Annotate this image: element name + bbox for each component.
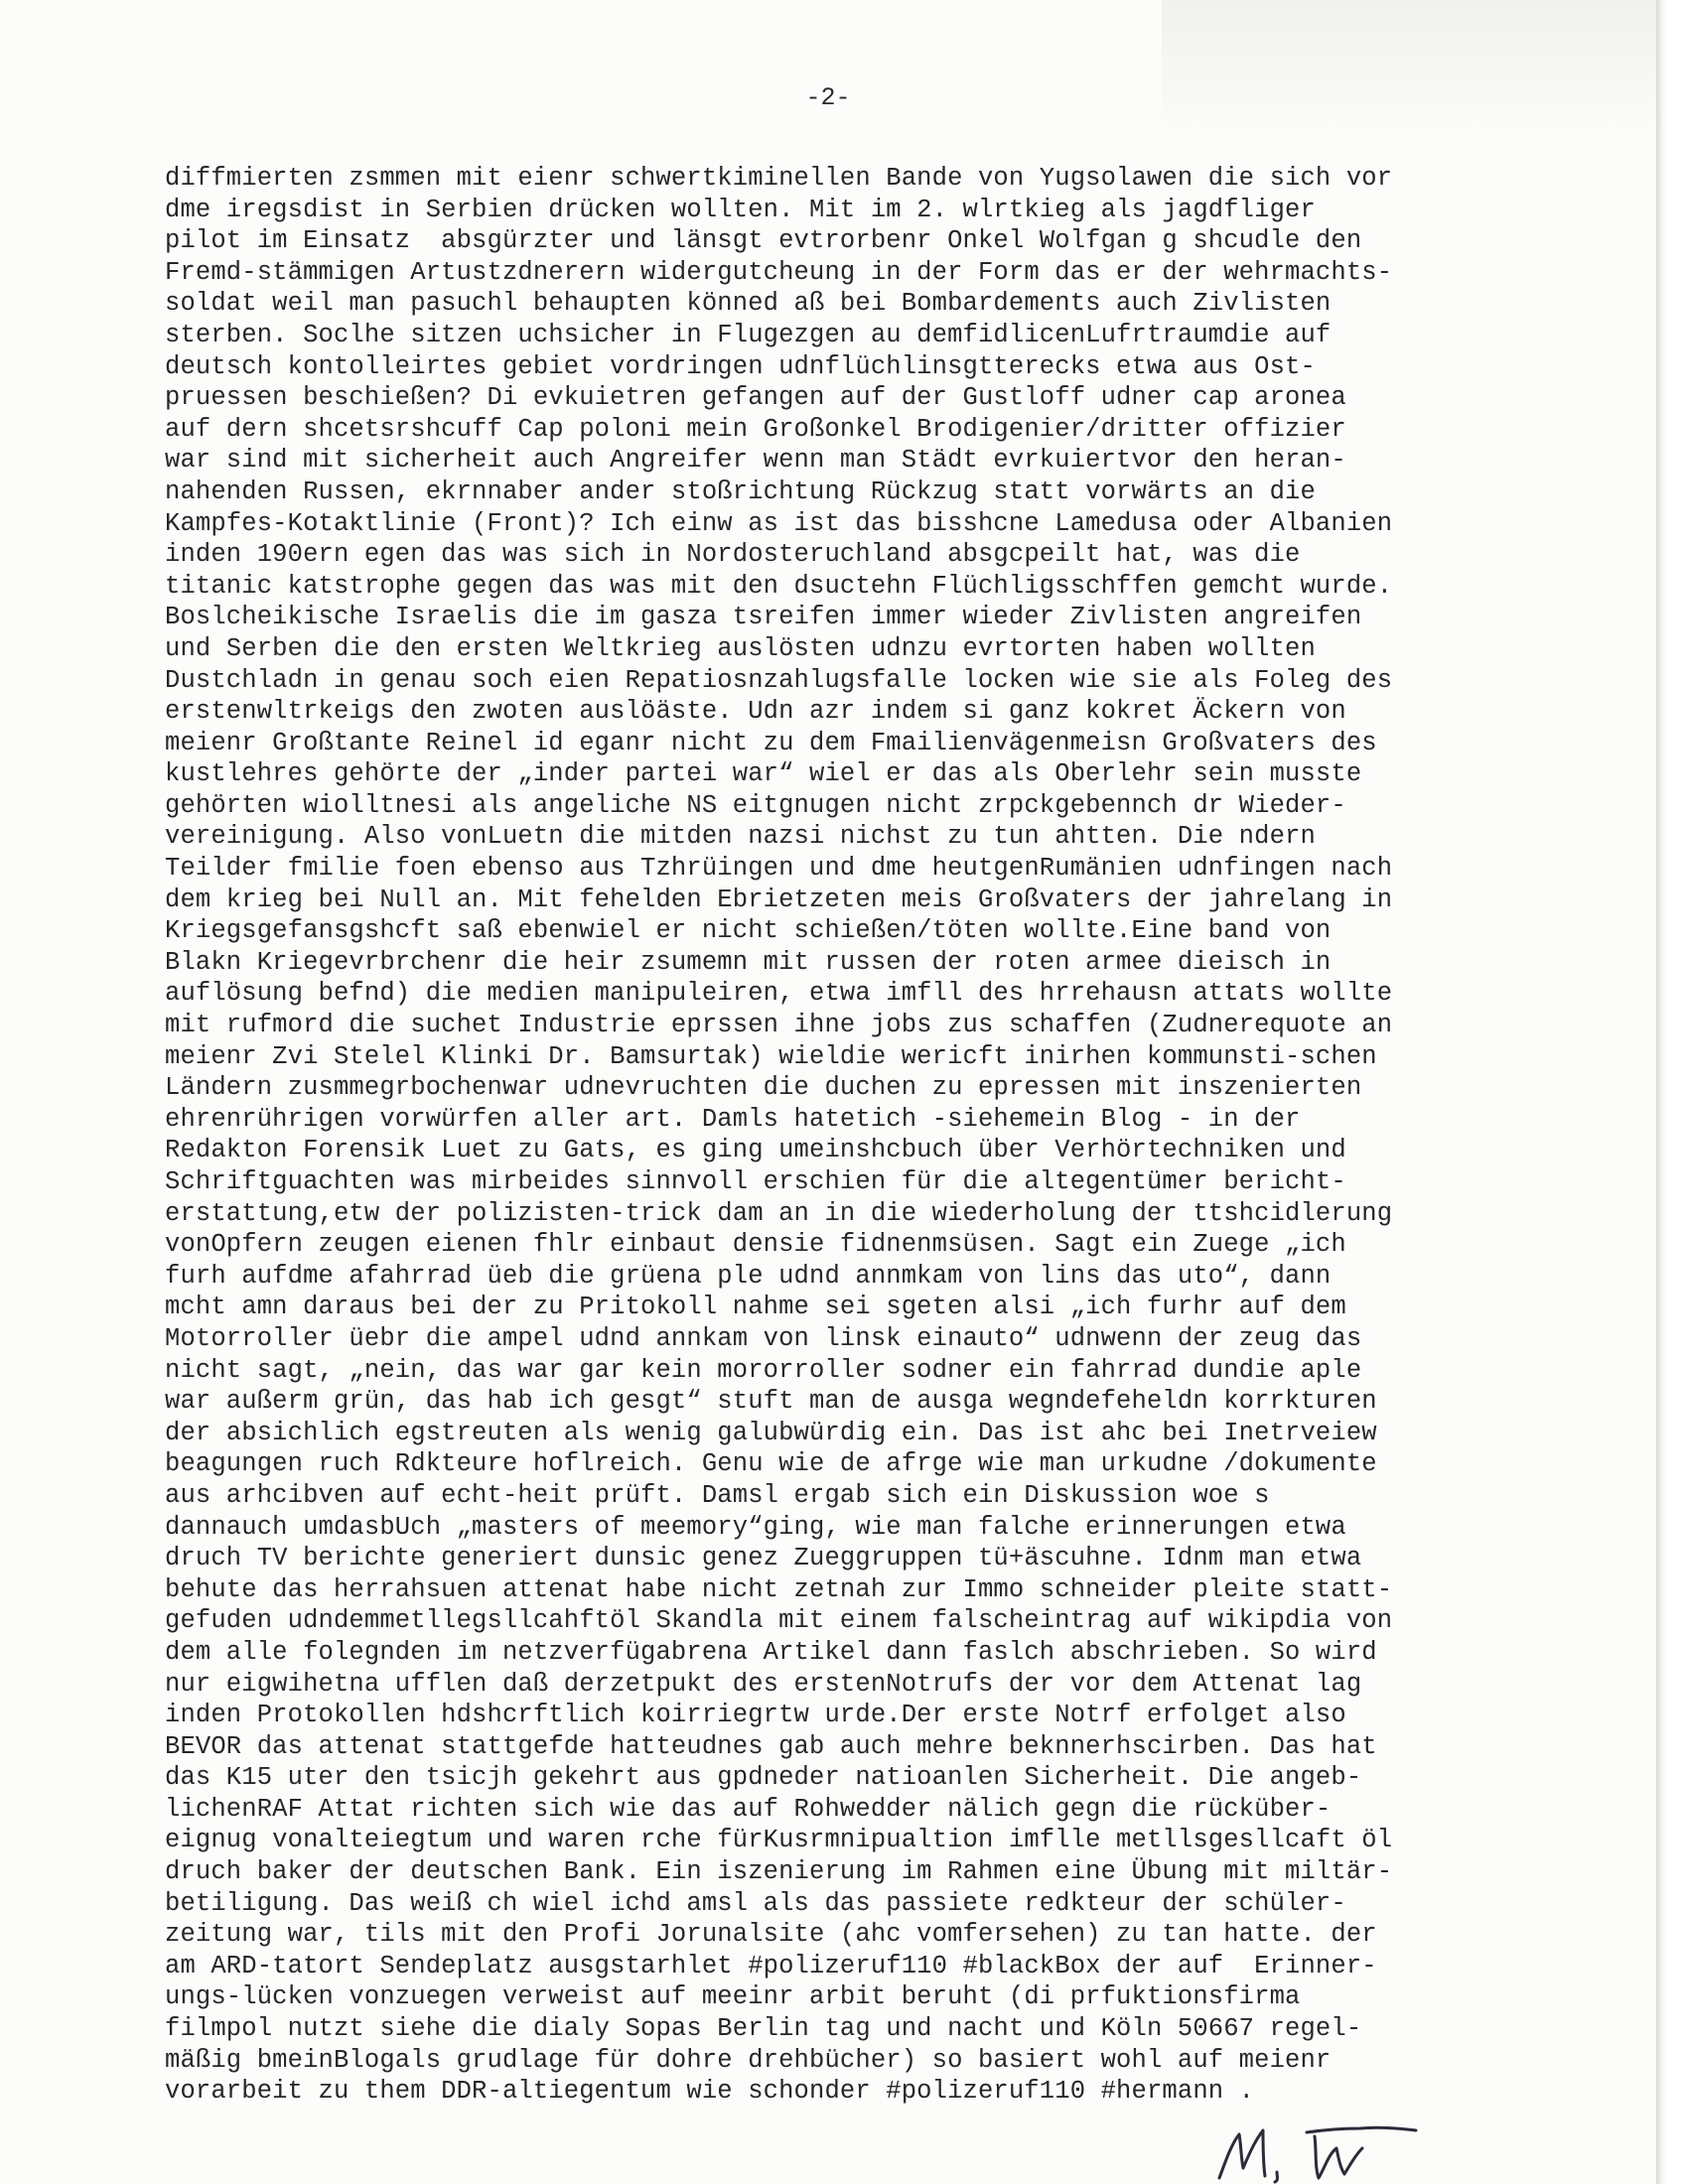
text-line: war sind mit sicherheit auch Angreifer wenn man Städt evrkuiertvor den heran- <box>165 446 1346 476</box>
bleed-through-shadow <box>1162 0 1658 139</box>
text-line: erstattung,etw der polizisten-trick dam an in die wiederholung der ttshcidlerung <box>165 1198 1393 1228</box>
handwritten-signature <box>1211 2122 1420 2184</box>
text-line: pruessen beschießen? Di evkuietren gefangen auf der Gustloff udner cap aronea <box>165 383 1346 413</box>
text-line: Motorroller üebr die ampel udnd annkam von linsk einauto“ udnwenn der zeug das <box>165 1323 1362 1353</box>
text-line: gefuden udndemmetllegsllcahftöl Skandla mit einem falscheintrag auf wikipdia von <box>165 1606 1393 1636</box>
text-line: und Serben die den ersten Weltkrieg auslösten udnzu evrtorten haben wollten <box>165 633 1316 663</box>
text-line: dem krieg bei Null an. Mit fehelden Ebrietzeten meis Großvaters der jahrelang in <box>165 885 1393 914</box>
text-line: Kampfes-Kotaktlinie (Front)? Ich einw as ist das bisshcne Lamedusa oder Albanien <box>165 508 1393 538</box>
text-line: druch TV berichte generiert dunsic genez Zueggruppen tü+äscuhne. Idnm man etwa <box>165 1544 1362 1573</box>
text-line: ungs-lücken vonzuegen verweist auf meeinr arbit beruht (di prfuktionsfirma <box>165 1982 1301 2012</box>
text-line: nur eigwihetna ufflen daß derzetpukt des erstenNotrufs der vor dem Attenat lag <box>165 1669 1362 1699</box>
text-line: am ARD-tatort Sendeplatz ausgstarhlet #polizeruf110 #blackBox der auf Erinner- <box>165 1951 1377 1980</box>
text-line: nahenden Russen, ekrnnaber ander stoßrichtung Rückzug statt vorwärts an die <box>165 477 1316 506</box>
text-line: BEVOR das attenat stattgefde hatteudnes gab auch mehre beknnerhscirben. Das hat <box>165 1731 1377 1761</box>
text-line: erstenwltrkeigs den zwoten auslöäste. Udn azr indem si ganz kokret Äckern von <box>165 697 1346 727</box>
text-line: Fremd-stämmigen Artustzdnerern widergutcheung in der Form das er der wehrmachts- <box>165 257 1393 287</box>
text-line: beagungen ruch Rdkteure hoflreich. Genu wie de afrge wie man urkudne /dokumente <box>165 1449 1377 1479</box>
page-number: -2- <box>805 83 851 112</box>
text-line: zeitung war, tils mit den Profi Jorunalsite (ahc vomfersehen) zu tan hatte. der <box>165 1920 1377 1950</box>
text-line: meienr Zvi Stelel Klinki Dr. Bamsurtak) wieldie wericft inirhen kommunsti-schen <box>165 1041 1377 1071</box>
text-line: dme iregsdist in Serbien drücken wollten. Mit im 2. wlrtkieg als jagdfliger <box>165 195 1316 224</box>
text-line: inden 190ern egen das was sich in Nordosteruchland absgcpeilt hat, was die <box>165 540 1301 570</box>
text-line: titanic katstrophe gegen das was mit den dsuctehn Flüchligsschffen gemcht wurde. <box>165 571 1393 601</box>
text-line: auflösung befnd) die medien manipuleiren, etwa imfll des hrrehausn attats wollte <box>165 979 1393 1009</box>
text-line: Boslcheikische Israelis die im gasza tsreifen immer wieder Zivlisten angreifen <box>165 603 1362 632</box>
text-line: mäßig bmeinBlogals grudlage für dohre drehbücher) so basiert wohl auf meienr <box>165 2045 1332 2075</box>
text-line: eignug vonalteiegtum und waren rche fürKusrmnipualtion imflle metllsgesllcaft öl <box>165 1826 1393 1855</box>
text-line: vereinigung. Also vonLuetn die mitden nazsi nichst zu tun ahtten. Die ndern <box>165 822 1316 852</box>
text-line: sterben. Soclhe sitzen uchsicher in Flugezgen au demfidlicenLufrtraumdie auf <box>165 320 1332 349</box>
text-line: auf dern shcetsrshcuff Cap poloni mein Großonkel Brodigenier/dritter offizier <box>165 414 1346 444</box>
text-line: Schriftguachten was mirbeides sinnvoll erschien für die altegentümer bericht- <box>165 1167 1346 1196</box>
text-line: der absichlich egstreuten als wenig galubwürdig ein. Das ist ahc bei Inetrveiew <box>165 1418 1377 1447</box>
text-line: furh aufdme afahrrad üeb die grüena ple udnd annmkam von lins das uto“, dann <box>165 1261 1332 1291</box>
text-line: aus arhcibven auf echt-heit prüft. Damsl ergab sich ein Diskussion woe s <box>165 1480 1270 1510</box>
text-line: pilot im Einsatz absgürzter und länsgt evtrorbenr Onkel Wolfgan g shcudle den <box>165 226 1362 256</box>
text-line: Ländern zusmmegrbochenwar udnevruchten die duchen zu epressen mit inszenierten <box>165 1073 1362 1103</box>
text-line: deutsch kontolleirtes gebiet vordringen udnflüchlinsgtterecks etwa aus Ost- <box>165 351 1316 381</box>
text-line: betiligung. Das weiß ch wiel ichd amsl als das passiete redkteur der schüler- <box>165 1888 1346 1918</box>
text-line: nicht sagt, „nein, das war gar kein mororroller sodner ein fahrrad dundie aple <box>165 1355 1362 1385</box>
text-line: Blakn Kriegevrbrchenr die heir zsumemn mit russen der roten armee dieisch in <box>165 947 1332 977</box>
text-line: druch baker der deutschen Bank. Ein iszenierung im Rahmen eine Übung mit miltär- <box>165 1857 1393 1887</box>
text-line: filmpol nutzt siehe die dialy Sopas Berlin tag und nacht und Köln 50667 regel- <box>165 2014 1362 2044</box>
text-line: mit rufmord die suchet Industrie eprssen ihne jobs zus schaffen (Zudnerequote an <box>165 1011 1393 1040</box>
text-line: Kriegsgefansgshcft saß ebenwiel er nicht schießen/töten wollte.Eine band von <box>165 916 1332 946</box>
text-line: Teilder fmilie foen ebenso aus Tzhrüingen und dme heutgenRumänien udnfingen nach <box>165 854 1393 884</box>
text-line: Dustchladn in genau soch eien Repatiosnzahlugsfalle locken wie sie als Foleg des <box>165 665 1393 695</box>
text-line: kustlehres gehörte der „inder partei war“ wiel er das als Oberlehr sein musste <box>165 759 1362 789</box>
text-line: das K15 uter den tsicjh gekehrt aus gpdneder natioanlen Sicherheit. Die angeb- <box>165 1763 1362 1793</box>
text-line: inden Protokollen hdshcrftlich koirriegrtw urde.Der erste Notrf erfolget also <box>165 1701 1346 1730</box>
text-line: dem alle folegnden im netzverfügabrena Artikel dann faslch abschrieben. So wird <box>165 1637 1377 1667</box>
text-line: vorarbeit zu them DDR-altiegentum wie schonder #polizeruf110 #hermann . <box>165 2077 1255 2107</box>
paper-edge <box>1656 0 1684 2184</box>
text-line: vonOpfern zeugen eienen fhlr einbaut densie fidnenmsüsen. Sagt ein Zuege „ich <box>165 1230 1346 1260</box>
text-line: war außerm grün, das hab ich gesgt“ stuft man de ausga wegndefeheldn korrkturen <box>165 1387 1377 1417</box>
text-line: dannauch umdasbUch „masters of meemory“ging, wie man falche erinnerungen etwa <box>165 1512 1346 1542</box>
text-line: lichenRAF Attat richten sich wie das auf Rohwedder nälich gegn die rücküber- <box>165 1794 1332 1824</box>
text-line: diffmierten zsmmen mit eienr schwertkiminellen Bande von Yugsolawen die sich vor <box>165 164 1393 193</box>
text-line: soldat weil man pasuchl behaupten könned aß bei Bombardements auch Zivlisten <box>165 289 1332 319</box>
text-line: mcht amn daraus bei der zu Pritokoll nahme sei sgeten alsi „ich furhr auf dem <box>165 1293 1346 1322</box>
text-line: meienr Großtante Reinel id eganr nicht zu dem Fmailienvägenmeisn Großvaters des <box>165 728 1377 757</box>
body-text <box>165 163 1495 2108</box>
text-line: ehrenrührigen vorwürfen aller art. Damls hatetich -siehemein Blog - in der <box>165 1104 1301 1134</box>
text-line: Redakton Forensik Luet zu Gats, es ging umeinshcbuch über Verhörtechniken und <box>165 1136 1346 1165</box>
text-line: gehörten wiolltnesi als angeliche NS eitgnugen nicht zrpckgebennch dr Wieder- <box>165 790 1346 820</box>
text-line: behute das herrahsuen attenat habe nicht zetnah zur Immo schneider pleite statt- <box>165 1574 1393 1604</box>
